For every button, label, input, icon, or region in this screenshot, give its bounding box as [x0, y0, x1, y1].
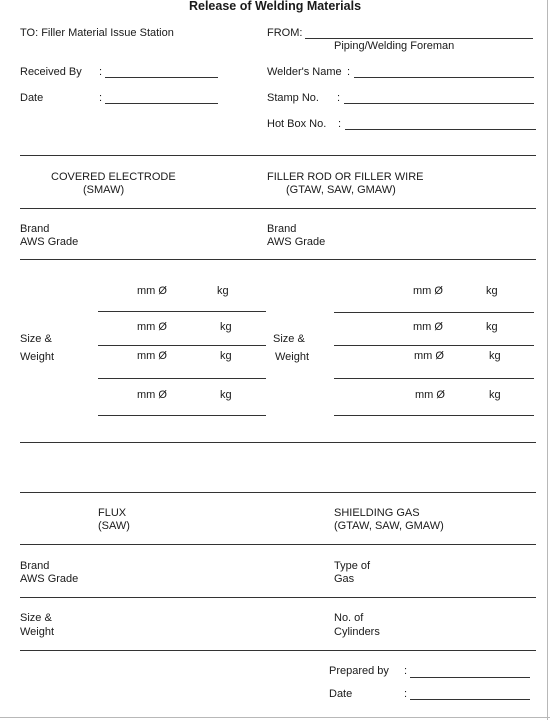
divider-flux-heading [20, 544, 536, 545]
welders-name-colon: : [347, 66, 351, 78]
electrode-brand-label: Brand [20, 223, 50, 235]
left-size-weight-field-2[interactable] [98, 345, 266, 346]
left-size-mm-3: mm Ø [137, 350, 167, 362]
electrode-weight-label: Weight [20, 351, 55, 363]
right-weight-kg-2: kg [486, 321, 498, 333]
right-size-mm-4: mm Ø [415, 389, 445, 401]
received-by-colon: : [99, 66, 103, 78]
divider-flux-size [20, 650, 536, 651]
filler-size-label: Size & [273, 333, 305, 345]
stamp-no-label: Stamp No. [267, 92, 319, 104]
right-weight-kg-1: kg [486, 285, 498, 297]
left-size-mm-4: mm Ø [137, 389, 167, 401]
prepared-by-field[interactable] [410, 677, 530, 678]
received-by-label: Received By [20, 66, 82, 78]
flux-brand-label: Brand [20, 560, 50, 572]
filler-aws-grade-label: AWS Grade [267, 236, 326, 248]
left-size-mm-1: mm Ø [137, 285, 167, 297]
electrode-aws-grade-label: AWS Grade [20, 236, 79, 248]
left-weight-kg-4: kg [220, 389, 232, 401]
stamp-no-colon: : [337, 92, 341, 104]
frame-right-border [547, 0, 548, 720]
date-label: Date [20, 92, 44, 104]
frame-bottom-border [0, 717, 550, 718]
right-size-mm-3: mm Ø [414, 350, 444, 362]
divider-electrode-heading [20, 208, 536, 209]
from-label: FROM: [267, 27, 303, 39]
left-weight-kg-3: kg [220, 350, 232, 362]
hot-box-no-field[interactable] [345, 129, 536, 130]
to-label: TO: Filler Material Issue Station [20, 27, 174, 39]
cylinders-label: Cylinders [334, 626, 380, 638]
footer-date-colon: : [404, 688, 408, 700]
received-by-field[interactable] [105, 77, 218, 78]
hot-box-no-label: Hot Box No. [267, 118, 327, 130]
date-colon: : [99, 92, 103, 104]
flux-aws-grade-label: AWS Grade [20, 573, 79, 585]
electrode-size-label: Size & [20, 333, 52, 345]
divider-brand-row [20, 259, 536, 260]
right-weight-kg-3: kg [489, 350, 501, 362]
stamp-no-field[interactable] [344, 103, 534, 104]
type-of-label: Type of [334, 560, 371, 572]
flux-weight-label: Weight [20, 626, 55, 638]
hot-box-no-colon: : [338, 118, 342, 130]
right-weight-kg-4: kg [489, 389, 501, 401]
form-title: Release of Welding Materials [188, 0, 362, 13]
prepared-by-colon: : [404, 665, 408, 677]
date-field[interactable] [105, 103, 218, 104]
divider-blank-row [20, 492, 536, 493]
prepared-by-label: Prepared by [329, 665, 389, 677]
welders-name-label: Welder's Name [267, 66, 342, 78]
filler-weight-label: Weight [275, 351, 310, 363]
no-of-label: No. of [334, 612, 364, 624]
left-size-weight-field-3[interactable] [98, 378, 266, 379]
gas-label: Gas [334, 573, 355, 585]
right-size-mm-2: mm Ø [413, 321, 443, 333]
flux-size-label: Size & [20, 612, 52, 624]
shielding-gas-process: (GTAW, SAW, GMAW) [334, 520, 444, 532]
left-weight-kg-1: kg [217, 285, 229, 297]
divider-size-weight [20, 442, 536, 443]
left-size-weight-field-4[interactable] [98, 415, 266, 416]
divider-flux-brand [20, 597, 536, 598]
divider-header [20, 155, 536, 156]
left-size-weight-field-1[interactable] [98, 311, 266, 312]
footer-date-field[interactable] [410, 699, 530, 700]
filler-rod-process: (GTAW, SAW, GMAW) [286, 184, 396, 196]
filler-brand-label: Brand [267, 223, 297, 235]
filler-rod-heading: FILLER ROD OR FILLER WIRE [267, 171, 424, 183]
covered-electrode-process: (SMAW) [83, 184, 125, 196]
from-caption: Piping/Welding Foreman [334, 40, 455, 52]
welders-name-field[interactable] [354, 77, 534, 78]
right-size-mm-1: mm Ø [413, 285, 443, 297]
right-size-weight-field-4[interactable] [334, 415, 534, 416]
flux-heading: FLUX [98, 507, 127, 519]
right-size-weight-field-2[interactable] [334, 345, 534, 346]
right-size-weight-field-3[interactable] [334, 378, 534, 379]
shielding-gas-heading: SHIELDING GAS [334, 507, 420, 519]
flux-process: (SAW) [98, 520, 130, 532]
from-field[interactable] [305, 38, 533, 39]
footer-date-label: Date [329, 688, 353, 700]
right-size-weight-field-1[interactable] [334, 312, 534, 313]
left-size-mm-2: mm Ø [137, 321, 167, 333]
left-weight-kg-2: kg [220, 321, 232, 333]
covered-electrode-heading: COVERED ELECTRODE [51, 171, 176, 183]
